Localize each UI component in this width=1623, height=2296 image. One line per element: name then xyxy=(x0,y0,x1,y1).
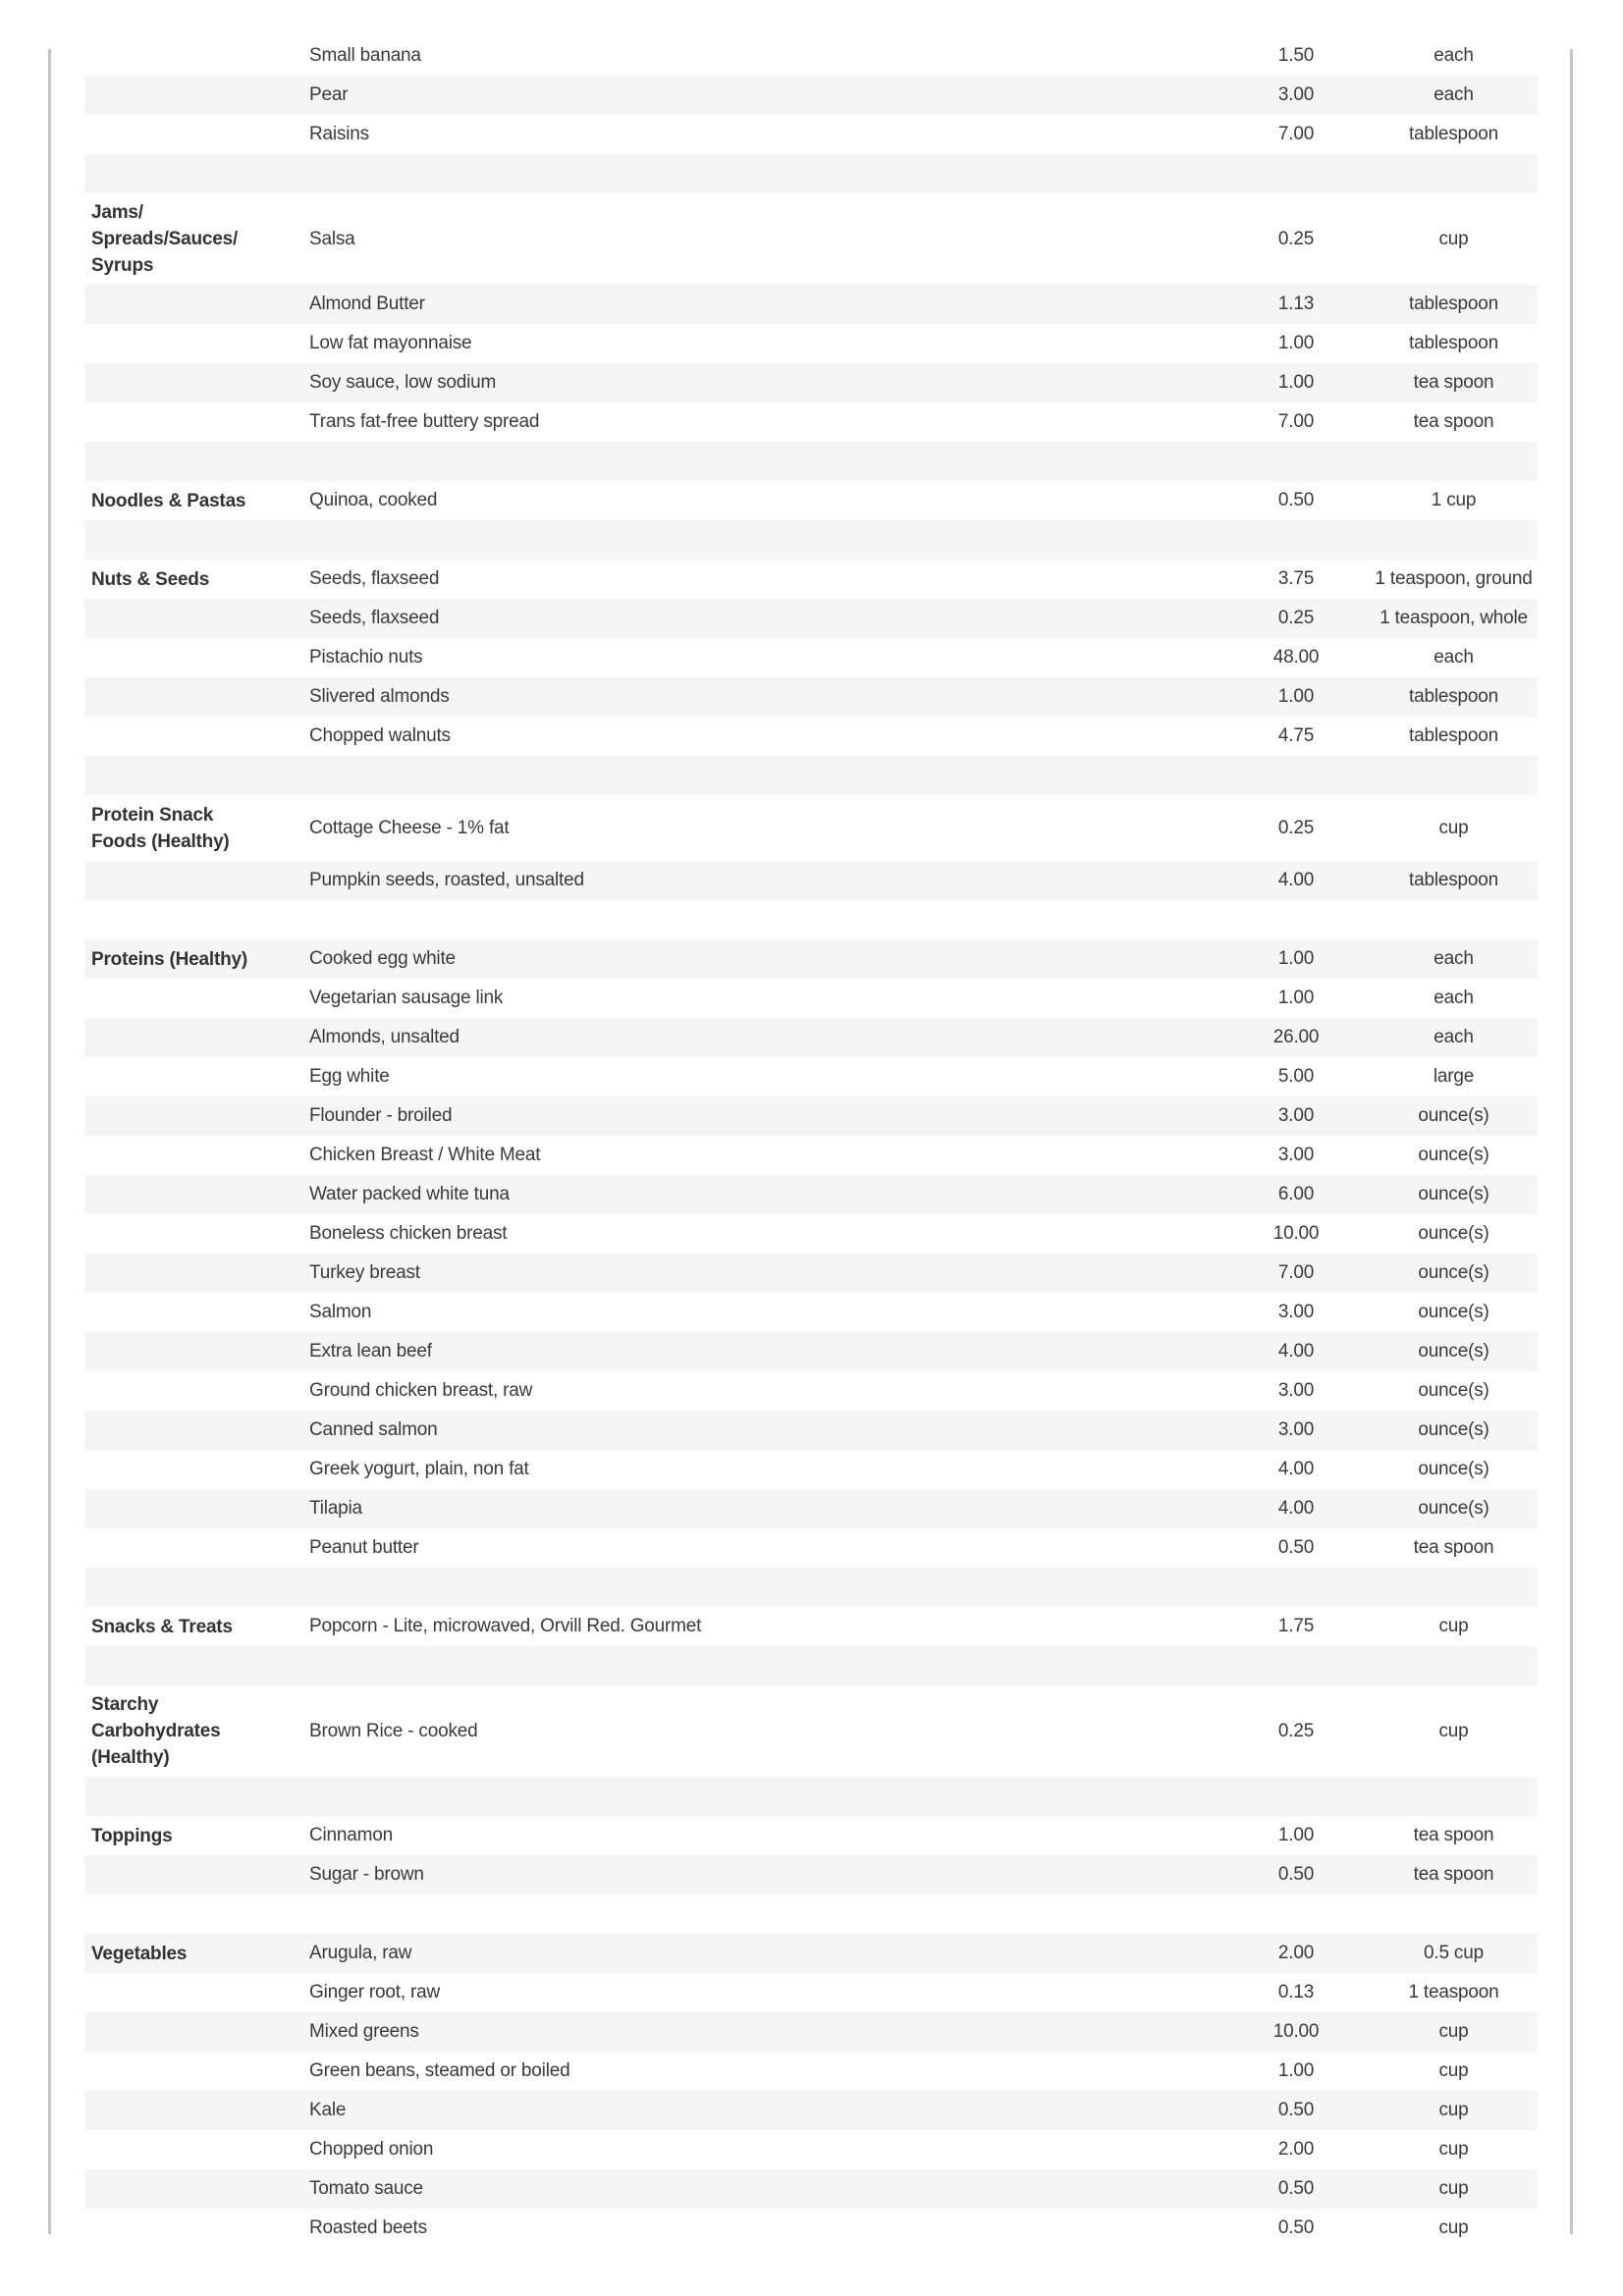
quantity-cell: 2.00 xyxy=(1277,2139,1315,2160)
food-name-cell: Small banana xyxy=(309,45,421,66)
food-name-cell: Chopped onion xyxy=(309,2139,434,2160)
unit-cell: each xyxy=(1434,647,1474,667)
quantity-cell: 1.13 xyxy=(1222,285,1370,324)
empty-cell xyxy=(1370,1777,1538,1816)
quantity-cell: 3.00 xyxy=(1277,1302,1315,1322)
unit-cell: 1 cup xyxy=(1431,490,1477,510)
empty-cell xyxy=(84,756,309,795)
unit-cell: tablespoon xyxy=(1370,861,1538,900)
quantity-cell: 3.00 xyxy=(1277,1380,1315,1401)
category-cell: Starchy Carbohydrates (Healthy) xyxy=(91,1694,221,1768)
category-cell xyxy=(84,1411,309,1450)
food-row xyxy=(84,1489,1538,1528)
food-name-cell: Pumpkin seeds, roasted, unsalted xyxy=(309,861,1222,900)
page-border-left xyxy=(48,49,51,2234)
empty-cell xyxy=(1222,1895,1370,1934)
food-row xyxy=(84,1214,1538,1254)
food-name-cell: Quinoa, cooked xyxy=(309,490,438,510)
food-name-cell: Kale xyxy=(309,2091,1222,2130)
empty-cell xyxy=(1370,900,1538,939)
food-row xyxy=(84,324,1538,363)
food-row xyxy=(84,76,1538,115)
category-cell xyxy=(84,1293,309,1332)
category-cell xyxy=(84,76,309,115)
unit-cell: tablespoon xyxy=(1409,124,1498,144)
quantity-cell: 4.00 xyxy=(1277,1459,1315,1479)
category-cell xyxy=(84,1528,309,1568)
category-cell: Vegetables xyxy=(84,1934,309,1973)
unit-cell: cup xyxy=(1370,2012,1538,2052)
food-row xyxy=(84,1057,1538,1096)
category-cell xyxy=(84,1973,309,2012)
quantity-cell: 0.25 xyxy=(1222,599,1370,638)
quantity-cell: 3.00 xyxy=(1222,76,1370,115)
food-row xyxy=(84,1293,1538,1332)
food-name-cell: Low fat mayonnaise xyxy=(309,333,472,353)
category-cell xyxy=(84,402,309,442)
unit-cell: 1 teaspoon, ground xyxy=(1375,568,1533,589)
category-cell xyxy=(84,1450,309,1489)
food-name-cell: Seeds, flaxseed xyxy=(309,599,1222,638)
category-cell xyxy=(84,1855,309,1895)
food-name-cell: Canned salmon xyxy=(309,1411,1222,1450)
quantity-cell: 7.00 xyxy=(1277,411,1315,432)
quantity-cell: 0.50 xyxy=(1277,2217,1315,2238)
unit-cell: cup xyxy=(1438,2060,1469,2081)
spacer-row xyxy=(84,1777,1538,1816)
unit-cell: tea spoon xyxy=(1413,1825,1494,1845)
unit-cell: tablespoon xyxy=(1370,285,1538,324)
quantity-cell: 0.25 xyxy=(1277,228,1315,249)
empty-cell xyxy=(1222,1568,1370,1607)
food-list-table xyxy=(84,36,1538,2248)
food-name-cell: Extra lean beef xyxy=(309,1332,1222,1371)
food-row xyxy=(84,1411,1538,1450)
food-name-cell: Slivered almonds xyxy=(309,677,1222,717)
unit-cell: ounce(s) xyxy=(1370,1489,1538,1528)
category-cell xyxy=(84,1096,309,1136)
food-row xyxy=(84,861,1538,900)
food-name-cell: Greek yogurt, plain, non fat xyxy=(309,1459,529,1479)
category-cell: Toppings xyxy=(91,1825,173,1846)
food-name-cell: Roasted beets xyxy=(309,2217,427,2238)
unit-cell: ounce(s) xyxy=(1418,1302,1489,1322)
unit-cell: tablespoon xyxy=(1409,725,1498,746)
unit-cell: tea spoon xyxy=(1413,1537,1494,1558)
food-name-cell: Almond Butter xyxy=(309,285,1222,324)
food-name-cell: Chopped walnuts xyxy=(309,725,451,746)
spacer-row xyxy=(84,900,1538,939)
food-row xyxy=(84,1371,1538,1411)
empty-cell xyxy=(309,442,1222,481)
quantity-cell: 4.75 xyxy=(1277,725,1315,746)
unit-cell: 0.5 cup xyxy=(1370,1934,1538,1973)
quantity-cell: 1.00 xyxy=(1277,333,1315,353)
category-cell xyxy=(84,2091,309,2130)
category-cell xyxy=(84,2012,309,2052)
category-cell xyxy=(84,1136,309,1175)
quantity-cell: 26.00 xyxy=(1222,1018,1370,1057)
empty-cell xyxy=(309,1568,1222,1607)
food-row xyxy=(84,638,1538,677)
unit-cell: cup xyxy=(1438,228,1469,249)
food-name-cell: Trans fat-free buttery spread xyxy=(309,411,540,432)
empty-cell xyxy=(309,1895,1222,1934)
spacer-row xyxy=(84,442,1538,481)
category-cell xyxy=(84,979,309,1018)
spacer-row xyxy=(84,756,1538,795)
empty-cell xyxy=(309,756,1222,795)
quantity-cell: 1.00 xyxy=(1222,939,1370,979)
unit-cell: tea spoon xyxy=(1370,1855,1538,1895)
category-cell xyxy=(84,1175,309,1214)
empty-cell xyxy=(1370,1568,1538,1607)
empty-cell xyxy=(1222,756,1370,795)
food-name-cell: Egg white xyxy=(309,1066,390,1087)
unit-cell: cup xyxy=(1438,2139,1469,2160)
food-name-cell: Almonds, unsalted xyxy=(309,1018,1222,1057)
category-cell: Snacks & Treats xyxy=(91,1616,233,1637)
quantity-cell: 4.00 xyxy=(1222,861,1370,900)
empty-cell xyxy=(84,520,309,560)
quantity-cell: 4.00 xyxy=(1222,1332,1370,1371)
category-cell xyxy=(84,324,309,363)
category-cell: Proteins (Healthy) xyxy=(84,939,309,979)
empty-cell xyxy=(1370,154,1538,193)
food-row xyxy=(84,193,1538,285)
food-name-cell: Tomato sauce xyxy=(309,2169,1222,2209)
food-name-cell: Flounder - broiled xyxy=(309,1096,1222,1136)
quantity-cell: 10.00 xyxy=(1222,2012,1370,2052)
food-name-cell: Seeds, flaxseed xyxy=(309,568,440,589)
food-name-cell: Salmon xyxy=(309,1302,372,1322)
category-cell xyxy=(84,285,309,324)
food-name-cell: Green beans, steamed or boiled xyxy=(309,2060,570,2081)
quantity-cell: 4.00 xyxy=(1222,1489,1370,1528)
unit-cell: tea spoon xyxy=(1370,363,1538,402)
food-row xyxy=(84,717,1538,756)
empty-cell xyxy=(84,154,309,193)
food-row xyxy=(84,560,1538,599)
category-cell xyxy=(84,2130,309,2169)
empty-cell xyxy=(1370,1895,1538,1934)
quantity-cell: 3.00 xyxy=(1222,1096,1370,1136)
food-name-cell: Salsa xyxy=(309,228,355,249)
category-cell xyxy=(84,1214,309,1254)
empty-cell xyxy=(1370,442,1538,481)
empty-cell xyxy=(84,442,309,481)
food-row xyxy=(84,1973,1538,2012)
category-cell xyxy=(84,1057,309,1096)
empty-cell xyxy=(309,900,1222,939)
quantity-cell: 1.50 xyxy=(1277,45,1315,66)
food-row xyxy=(84,2052,1538,2091)
food-row xyxy=(84,115,1538,154)
unit-cell: tablespoon xyxy=(1370,677,1538,717)
food-name-cell: Chicken Breast / White Meat xyxy=(309,1145,541,1165)
quantity-cell: 0.50 xyxy=(1222,2091,1370,2130)
spacer-row xyxy=(84,1646,1538,1685)
empty-cell xyxy=(1222,900,1370,939)
spacer-row xyxy=(84,1895,1538,1934)
unit-cell: cup xyxy=(1438,1720,1469,1741)
category-cell xyxy=(84,1489,309,1528)
quantity-cell: 10.00 xyxy=(1272,1223,1320,1244)
food-row xyxy=(84,481,1538,520)
category-cell xyxy=(84,115,309,154)
unit-cell: ounce(s) xyxy=(1418,1145,1489,1165)
food-name-cell: Cinnamon xyxy=(309,1825,394,1845)
category-cell xyxy=(84,717,309,756)
unit-cell: ounce(s) xyxy=(1370,1332,1538,1371)
unit-cell: large xyxy=(1433,1066,1475,1087)
empty-cell xyxy=(1222,520,1370,560)
food-row xyxy=(84,1816,1538,1855)
food-row xyxy=(84,1332,1538,1371)
category-cell xyxy=(84,677,309,717)
category-cell xyxy=(84,1018,309,1057)
food-name-cell: Brown Rice - cooked xyxy=(309,1720,478,1741)
food-name-cell: Popcorn - Lite, microwaved, Orvill Red. Gourmet xyxy=(309,1616,702,1636)
food-row xyxy=(84,795,1538,861)
category-cell xyxy=(84,1254,309,1293)
empty-cell xyxy=(84,1777,309,1816)
food-row xyxy=(84,1607,1538,1646)
quantity-cell: 0.13 xyxy=(1277,1982,1315,2002)
unit-cell: cup xyxy=(1438,1616,1469,1636)
empty-cell xyxy=(309,520,1222,560)
unit-cell: ounce(s) xyxy=(1370,1411,1538,1450)
unit-cell: cup xyxy=(1438,2217,1469,2238)
empty-cell xyxy=(84,1895,309,1934)
food-row xyxy=(84,1685,1538,1777)
food-name-cell: Cottage Cheese - 1% fat xyxy=(309,817,510,838)
quantity-cell: 3.00 xyxy=(1222,1411,1370,1450)
food-row xyxy=(84,2091,1538,2130)
food-row xyxy=(84,677,1538,717)
empty-cell xyxy=(309,154,1222,193)
food-name-cell: Soy sauce, low sodium xyxy=(309,363,1222,402)
unit-cell: each xyxy=(1370,76,1538,115)
empty-cell xyxy=(84,1568,309,1607)
unit-cell: ounce(s) xyxy=(1370,1096,1538,1136)
unit-cell: each xyxy=(1434,45,1474,66)
quantity-cell: 3.75 xyxy=(1277,568,1315,589)
quantity-cell: 0.25 xyxy=(1277,1720,1315,1741)
food-row xyxy=(84,363,1538,402)
food-row xyxy=(84,1254,1538,1293)
food-row xyxy=(84,402,1538,442)
food-name-cell: Water packed white tuna xyxy=(309,1175,1222,1214)
food-name-cell: Cooked egg white xyxy=(309,939,1222,979)
empty-cell xyxy=(1222,1777,1370,1816)
empty-cell xyxy=(1370,756,1538,795)
quantity-cell: 7.00 xyxy=(1277,124,1315,144)
quantity-cell: 5.00 xyxy=(1277,1066,1315,1087)
category-cell xyxy=(84,638,309,677)
unit-cell: ounce(s) xyxy=(1418,1459,1489,1479)
quantity-cell: 48.00 xyxy=(1272,647,1320,667)
category-cell xyxy=(84,1332,309,1371)
food-row xyxy=(84,1096,1538,1136)
quantity-cell: 0.50 xyxy=(1222,1855,1370,1895)
quantity-cell: 0.25 xyxy=(1277,817,1315,838)
quantity-cell: 1.00 xyxy=(1277,1825,1315,1845)
quantity-cell: 0.50 xyxy=(1222,2169,1370,2209)
quantity-cell: 3.00 xyxy=(1277,1145,1315,1165)
unit-cell: cup xyxy=(1370,2091,1538,2130)
category-cell xyxy=(84,2052,309,2091)
food-row xyxy=(84,2012,1538,2052)
food-name-cell: Pistachio nuts xyxy=(309,647,423,667)
food-name-cell: Raisins xyxy=(309,124,369,144)
food-name-cell: Arugula, raw xyxy=(309,1934,1222,1973)
food-row xyxy=(84,1855,1538,1895)
food-row xyxy=(84,285,1538,324)
unit-cell: ounce(s) xyxy=(1370,1254,1538,1293)
food-row xyxy=(84,1136,1538,1175)
food-name-cell: Tilapia xyxy=(309,1489,1222,1528)
page-border-right xyxy=(1570,49,1573,2234)
food-row xyxy=(84,939,1538,979)
food-row xyxy=(84,1450,1538,1489)
food-name-cell: Sugar - brown xyxy=(309,1855,1222,1895)
food-row xyxy=(84,2209,1538,2248)
quantity-cell: 0.50 xyxy=(1277,490,1315,510)
unit-cell: tea spoon xyxy=(1413,411,1494,432)
quantity-cell: 7.00 xyxy=(1222,1254,1370,1293)
empty-cell xyxy=(1222,442,1370,481)
quantity-cell: 0.50 xyxy=(1277,1537,1315,1558)
quantity-cell: 2.00 xyxy=(1222,1934,1370,1973)
quantity-cell: 1.00 xyxy=(1222,677,1370,717)
unit-cell: each xyxy=(1370,939,1538,979)
category-cell: Noodles & Pastas xyxy=(91,490,246,511)
food-row xyxy=(84,599,1538,638)
food-row xyxy=(84,2169,1538,2209)
category-cell: Jams/ Spreads/Sauces/ Syrups xyxy=(91,202,239,276)
spacer-row xyxy=(84,520,1538,560)
food-name-cell: Mixed greens xyxy=(309,2012,1222,2052)
food-row xyxy=(84,1175,1538,1214)
empty-cell xyxy=(84,900,309,939)
quantity-cell: 1.00 xyxy=(1222,363,1370,402)
food-row xyxy=(84,36,1538,76)
quantity-cell: 1.00 xyxy=(1277,2060,1315,2081)
unit-cell: ounce(s) xyxy=(1418,1223,1489,1244)
spacer-row xyxy=(84,154,1538,193)
category-cell xyxy=(84,363,309,402)
food-list-body xyxy=(84,36,1538,2248)
unit-cell: ounce(s) xyxy=(1370,1175,1538,1214)
food-name-cell: Ginger root, raw xyxy=(309,1982,441,2002)
category-cell: Protein Snack Foods (Healthy) xyxy=(91,804,230,852)
food-row xyxy=(84,1018,1538,1057)
category-cell xyxy=(84,861,309,900)
unit-cell: cup xyxy=(1370,2169,1538,2209)
food-name-cell: Vegetarian sausage link xyxy=(309,988,504,1008)
unit-cell: tablespoon xyxy=(1409,333,1498,353)
empty-cell xyxy=(1370,1646,1538,1685)
food-row xyxy=(84,1528,1538,1568)
quantity-cell: 6.00 xyxy=(1222,1175,1370,1214)
food-name-cell: Ground chicken breast, raw xyxy=(309,1380,533,1401)
category-cell xyxy=(84,1371,309,1411)
food-row xyxy=(84,979,1538,1018)
empty-cell xyxy=(1222,154,1370,193)
category-cell xyxy=(84,2169,309,2209)
quantity-cell: 1.00 xyxy=(1277,988,1315,1008)
category-cell xyxy=(84,599,309,638)
empty-cell xyxy=(1222,1646,1370,1685)
food-name-cell: Peanut butter xyxy=(309,1537,419,1558)
unit-cell: each xyxy=(1434,988,1474,1008)
food-name-cell: Boneless chicken breast xyxy=(309,1223,508,1244)
spacer-row xyxy=(84,1568,1538,1607)
quantity-cell: 1.75 xyxy=(1277,1616,1315,1636)
food-row xyxy=(84,1934,1538,1973)
category-cell xyxy=(84,2209,309,2248)
category-cell xyxy=(84,36,309,76)
empty-cell xyxy=(1370,520,1538,560)
unit-cell: 1 teaspoon, whole xyxy=(1370,599,1538,638)
unit-cell: cup xyxy=(1438,817,1469,838)
unit-cell: ounce(s) xyxy=(1418,1380,1489,1401)
unit-cell: 1 teaspoon xyxy=(1408,1982,1499,2002)
empty-cell xyxy=(84,1646,309,1685)
food-row xyxy=(84,2130,1538,2169)
food-name-cell: Pear xyxy=(309,76,1222,115)
unit-cell: each xyxy=(1370,1018,1538,1057)
empty-cell xyxy=(309,1646,1222,1685)
empty-cell xyxy=(309,1777,1222,1816)
food-name-cell: Turkey breast xyxy=(309,1254,1222,1293)
category-cell: Nuts & Seeds xyxy=(91,568,210,590)
